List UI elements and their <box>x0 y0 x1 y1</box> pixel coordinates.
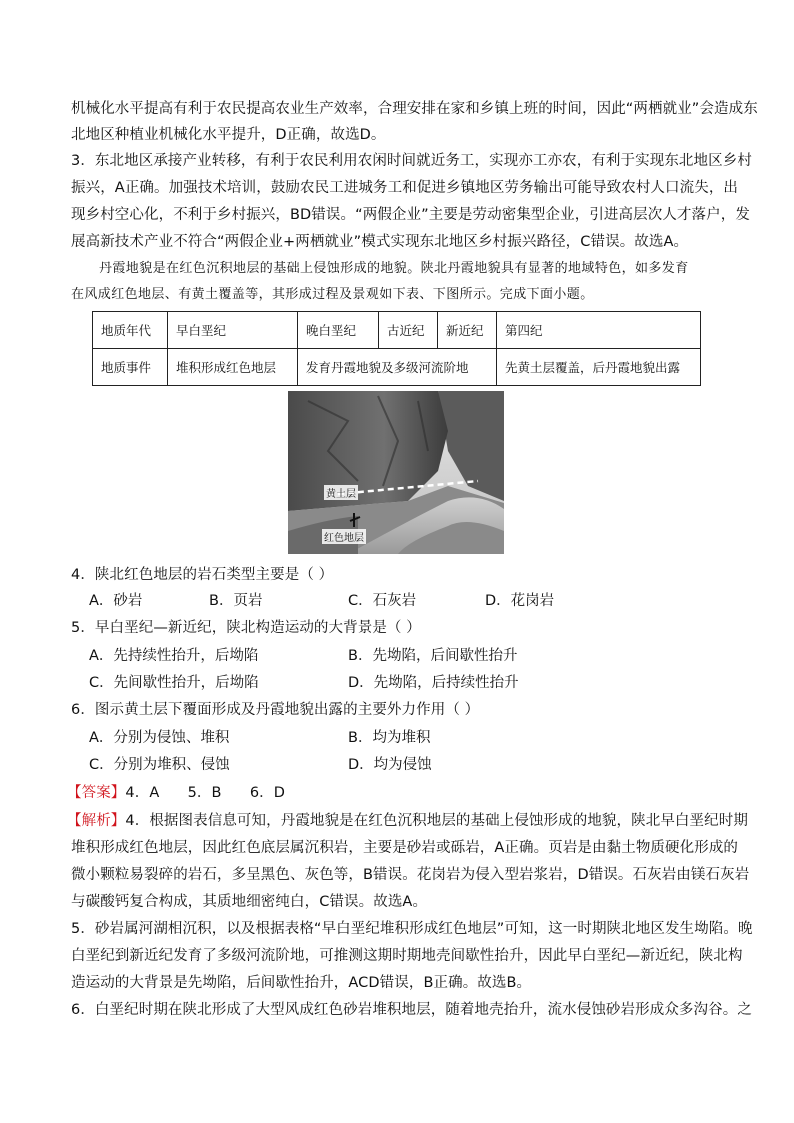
table-row <box>93 312 701 349</box>
paragraph-line: 堆积形成红色地层，因此红色底层属沉积岩，主要是砂岩或砾岩，A正确。页岩是由黏土物质硬化形成的 <box>71 840 739 856</box>
paragraph-line: 6．白垩纪时期在陕北形成了大型风成红色砂岩堆积地层，随着地壳抬升，流水侵蚀砂岩形成众多沟谷。之 <box>71 1002 752 1018</box>
table-cell: 堆积形成红色地层 <box>168 349 298 386</box>
paragraph-line: 微小颗粒易裂碎的岩石，多呈黑色、灰色等，B错误。花岗岩为侵入型岩浆岩，D错误。石灰岩由镁石灰岩 <box>71 867 750 883</box>
canyon-photo-illustration <box>288 391 504 554</box>
question-5-option-d: D．先坳陷，后持续性抬升 <box>348 675 519 691</box>
table-cell: 地质年代 <box>93 312 168 349</box>
paragraph-line: 北地区种植业机械化水平提升，D正确，故选D。 <box>71 127 386 143</box>
question-5-option-a: A．先持续性抬升，后坳陷 <box>89 648 259 664</box>
paragraph-line: 振兴，A正确。加强技术培训，鼓励农民工进城务工和促进乡镇地区劳务输出可能导致农村人口流失，出 <box>71 180 739 196</box>
table-cell: 新近纪 <box>438 312 497 349</box>
question-6-stem: 6．图示黄土层下覆面形成及丹霞地貌出露的主要外力作用（ ） <box>71 702 480 718</box>
material-intro: 丹霞地貌是在红色沉积地层的基础上侵蚀形成的地貌。陕北丹霞地貌具有显著的地域特色，如多发育 <box>99 261 689 276</box>
analysis-text: 4．根据图表信息可知，丹霞地貌是在红色沉积地层的基础上侵蚀形成的地貌，陕北早白垩纪时期 <box>125 813 748 829</box>
answer-text: 4．A 5．B 6．D <box>125 785 286 801</box>
table-cell: 先黄土层覆盖，后丹霞地貌出露 <box>497 349 701 386</box>
question-6-option-a: A．分别为侵蚀、堆积 <box>89 730 230 746</box>
paragraph-line: 现乡村空心化，不利于乡村振兴，BD错误。“两假企业”主要是劳动密集型企业，引进高层次人才落户，发 <box>71 207 750 223</box>
table-cell: 第四纪 <box>497 312 701 349</box>
loess-layer-label: 黄土层 <box>324 485 358 500</box>
table-cell: 早白垩纪 <box>168 312 298 349</box>
answer-line <box>67 780 727 806</box>
paragraph-line: 机械化水平提高有利于农民提高农业生产效率，合理安排在家和乡镇上班的时间，因此“两栖就业”会造成东 <box>71 101 758 117</box>
paragraph-line: 展高新技术产业不符合“两假企业+两栖就业”模式实现东北地区乡村振兴路径，C错误。故选A。 <box>71 234 689 250</box>
table-row <box>93 349 701 386</box>
answer-tag: 【答案】 <box>67 785 126 801</box>
question-5-option-b: B．先坳陷，后间歇性抬升 <box>348 648 518 664</box>
question-4-option-a: A．砂岩 <box>89 593 143 609</box>
paragraph-line: 白垩纪到新近纪发育了多级河流阶地，可推测这期时期地壳间歇性抬升，因此早白垩纪—新近纪，陕北构 <box>71 948 743 964</box>
material-intro: 在风成红色地层、有黄土覆盖等，其形成过程及景观如下表、下图所示。完成下面小题。 <box>71 287 594 302</box>
table-cell: 古近纪 <box>379 312 438 349</box>
landscape-photo <box>288 391 504 554</box>
analysis-line <box>67 808 748 834</box>
analysis-tag: 【解析】 <box>67 813 126 829</box>
paragraph-line: 5．砂岩属河湖相沉积，以及根据表格“早白垩纪堆积形成红色地层”可知，这一时期陕北地区发生坳陷。晚 <box>71 921 753 937</box>
question-3-explanation: 3．东北地区承接产业转移，有利于农民利用农闲时间就近务工，实现亦工亦农，有利于实现东北地区乡村 <box>71 153 752 169</box>
question-5-option-c: C．先间歇性抬升，后坳陷 <box>89 675 259 691</box>
question-4-option-c: C．石灰岩 <box>348 593 417 609</box>
question-5-stem: 5．早白垩纪—新近纪，陕北构造运动的大背景是（ ） <box>71 620 421 636</box>
question-4-option-d: D．花岗岩 <box>485 593 555 609</box>
paragraph-line: 与碳酸钙复合构成，其质地细密纯白，C错误。故选A。 <box>71 894 428 910</box>
table-cell: 地质事件 <box>93 349 168 386</box>
question-6-option-c: C．分别为堆积、侵蚀 <box>89 757 230 773</box>
paragraph-line: 造运动的大背景是先坳陷，后间歇性抬升，ACD错误，B正确。故选B。 <box>71 975 532 991</box>
table-cell: 晚白垩纪 <box>298 312 379 349</box>
question-6-option-d: D．均为侵蚀 <box>348 757 432 773</box>
question-6-option-b: B．均为堆积 <box>348 730 431 746</box>
question-4-stem: 4．陕北红色地层的岩石类型主要是（ ） <box>71 567 334 583</box>
question-4-option-b: B．页岩 <box>209 593 263 609</box>
table-cell: 发育丹霞地貌及多级河流阶地 <box>298 349 497 386</box>
red-layer-label: 红色地层 <box>322 529 366 544</box>
geologic-table <box>92 311 701 386</box>
